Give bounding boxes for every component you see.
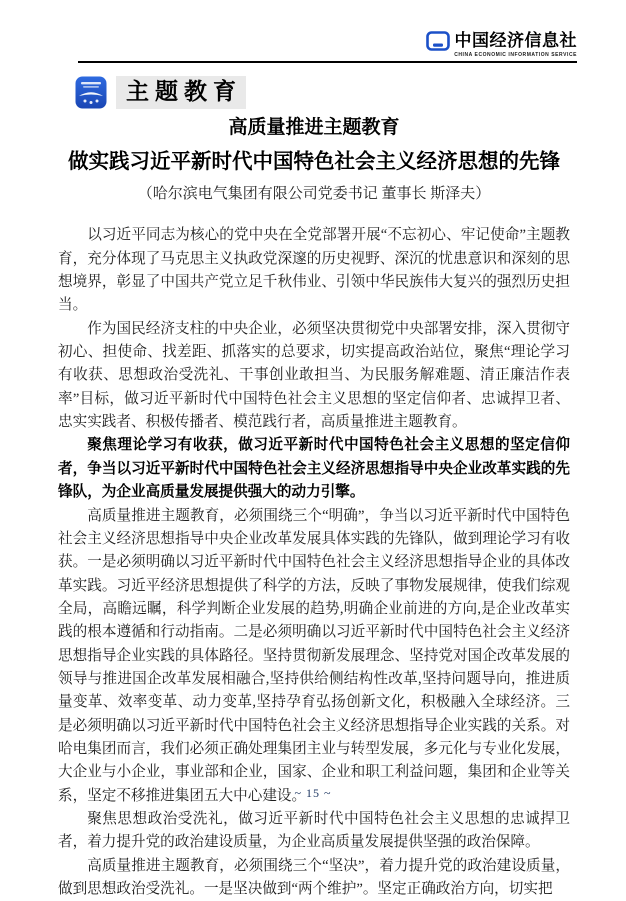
paragraph: 高质量推进主题教育，必须围绕三个“明确”，争当以习近平新时代中国特色社会主义经济思想指导中央企业改革发展具体实践的先锋队，做到理论学习有收获。一是必须明确以习近平新时代中国特色社会主义经济思想指导企业的具体改革实践。习近平经济思想提供了科学的方法，反映了事物发展规律，使我们综观全局，高瞻远瞩，科学判断企业发展的趋势,明确企业前进的方向,是企业改革实践的根本遵循和行动指南。二是必须明确以习近平新时代中国特色社会主义经济思想指导企业实践的具体路径。坚持贯彻新发展理念、坚持党对国企改革发展的领导与推进国企改革发展相融合,坚持供给侧结构性改革,坚持问题导向，推进质量变革、效率变革、动力变革,坚持孕育弘扬创新文化，积极融入全球经济。三是必须明确以习近平新时代中国特色社会主义经济思想指导企业实践的关系。对哈电集团而言，我们必须正确处理集团主业与转型发展，多元化与专业化发展，大企业与小企业，事业部和企业，国家、企业和职工利益问题，集团和企业等关系，坚定不移推进集团五大中心建设。 <box>58 507 570 804</box>
paragraph-emphasis: 聚焦理论学习有收获，做习近平新时代中国特色社会主义思想的坚定信仰者，争当以习近平新时代中国特色社会主义经济思想指导中央企业改革实践的先锋队，为企业高质量发展提供强大的动力引擎。 <box>58 437 570 501</box>
article-title: 高质量推进主题教育 <box>228 117 400 138</box>
publisher-name-en: CHINA ECONOMIC INFORMATION SERVICE <box>454 52 577 58</box>
article-byline: （哈尔滨电气集团有限公司党委书记 董事长 斯泽夫） <box>137 186 491 203</box>
paragraph: 高质量推进主题教育，必须围绕三个“坚决”，着力提升党的政治建设质量，做到思想政治受洗礼。一是坚决做到“两个维护”。坚定正确政治方向，切实把 <box>58 857 570 897</box>
masthead <box>426 31 578 58</box>
section-badge-label: 主题教育 <box>116 76 246 109</box>
publisher-name: 中国经济信息社 <box>454 30 577 50</box>
publisher-logo-icon <box>426 31 450 51</box>
article <box>58 116 570 901</box>
paragraph: 作为国民经济支柱的中央企业，必须坚决贯彻党中央部署安排，深入贯彻守初心、担使命、找差距、抓落实的总要求，切实提高政治站位，聚焦“理论学习有收获、思想政治受洗礼、干事创业敢担当、为民服务解难题、清正廉洁作表率”目标，做习近平新时代中国特色社会主义思想的坚定信仰者、忠诚捍卫者、忠实实践者、积极传播者、模范践行者，高质量推进主题教育。 <box>58 320 570 431</box>
paragraph: 以习近平同志为核心的党中央在全党部署开展“不忘初心、牢记使命”主题教育，充分体现了马克思主义执政党深邃的历史视野、深沉的忧患意识和深刻的思想境界，彰显了中国共产党立足千秋伟业、引领中华民族伟大复兴的强烈历史担当。 <box>58 227 570 314</box>
section-badge-icon <box>75 76 107 109</box>
header-divider <box>78 61 577 63</box>
article-subtitle: 做实践习近平新时代中国特色社会主义经济思想的先锋 <box>68 149 560 173</box>
paragraph: 聚焦思想政治受洗礼，做习近平新时代中国特色社会主义思想的忠诚捍卫者，着力提升党的政治建设质量，为企业高质量发展提供坚强的政治保障。 <box>58 810 570 851</box>
page-number: ~ 15 ~ <box>294 786 332 800</box>
section-badge <box>75 76 246 109</box>
